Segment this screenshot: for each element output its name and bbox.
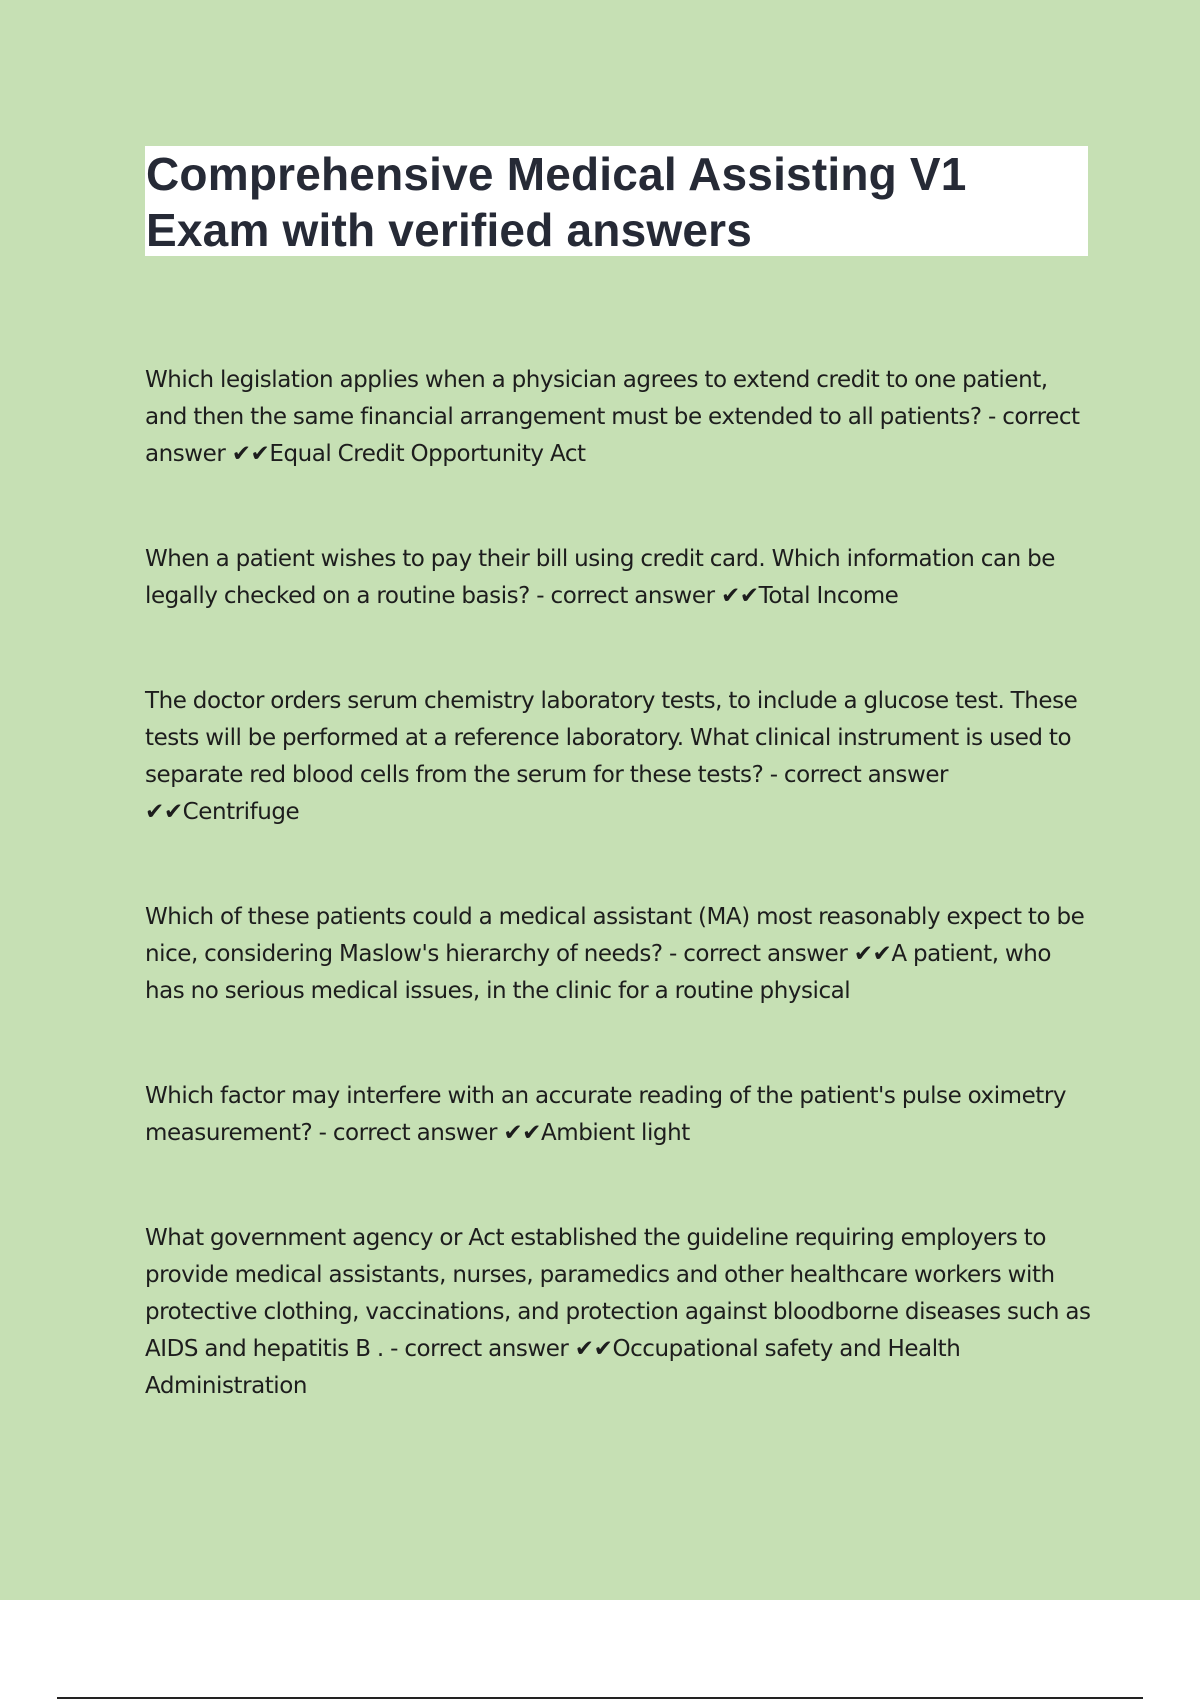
qa-item: What government agency or Act established the guideline requiring employers to provide medical assistants, nurses, paramedics and other healthcare workers with protective clothing, vaccinations, and protection against bloodborne diseases such as AIDS and hepatitis B . - correct answer ✔✔Occupational safety and Health Administration — [145, 1225, 1091, 1399]
qa-item: Which legislation applies when a physician agrees to extend credit to one patient, and then the same financial arrangement must be extended to all patients? - correct answer ✔✔Equal Credit Opportunity Act — [145, 367, 1080, 467]
qa-item: When a patient wishes to pay their bill using credit card. Which information can be legally checked on a routine basis? - correct answer ✔✔Total Income — [145, 546, 1055, 609]
title-box — [145, 146, 1088, 256]
qa-list — [145, 362, 1095, 1405]
qa-item: Which factor may interfere with an accurate reading of the patient's pulse oximetry measurement? - correct answer ✔✔Ambient light — [145, 1083, 1067, 1146]
document-title: Comprehensive Medical Assisting V1 Exam with verified answers — [146, 148, 967, 256]
qa-item: Which of these patients could a medical assistant (MA) most reasonably expect to be nice, considering Maslow's hierarchy of needs? - correct answer ✔✔A patient, who has no serious medical issues, in the clinic for a routine physical — [145, 904, 1085, 1004]
qa-item: The doctor orders serum chemistry laboratory tests, to include a glucose test. These tests will be performed at a reference laboratory. What clinical instrument is used to separate red blood cells from the serum for these tests? - correct answer ✔✔Centrifuge — [145, 688, 1078, 825]
footer-divider — [57, 1697, 1143, 1699]
